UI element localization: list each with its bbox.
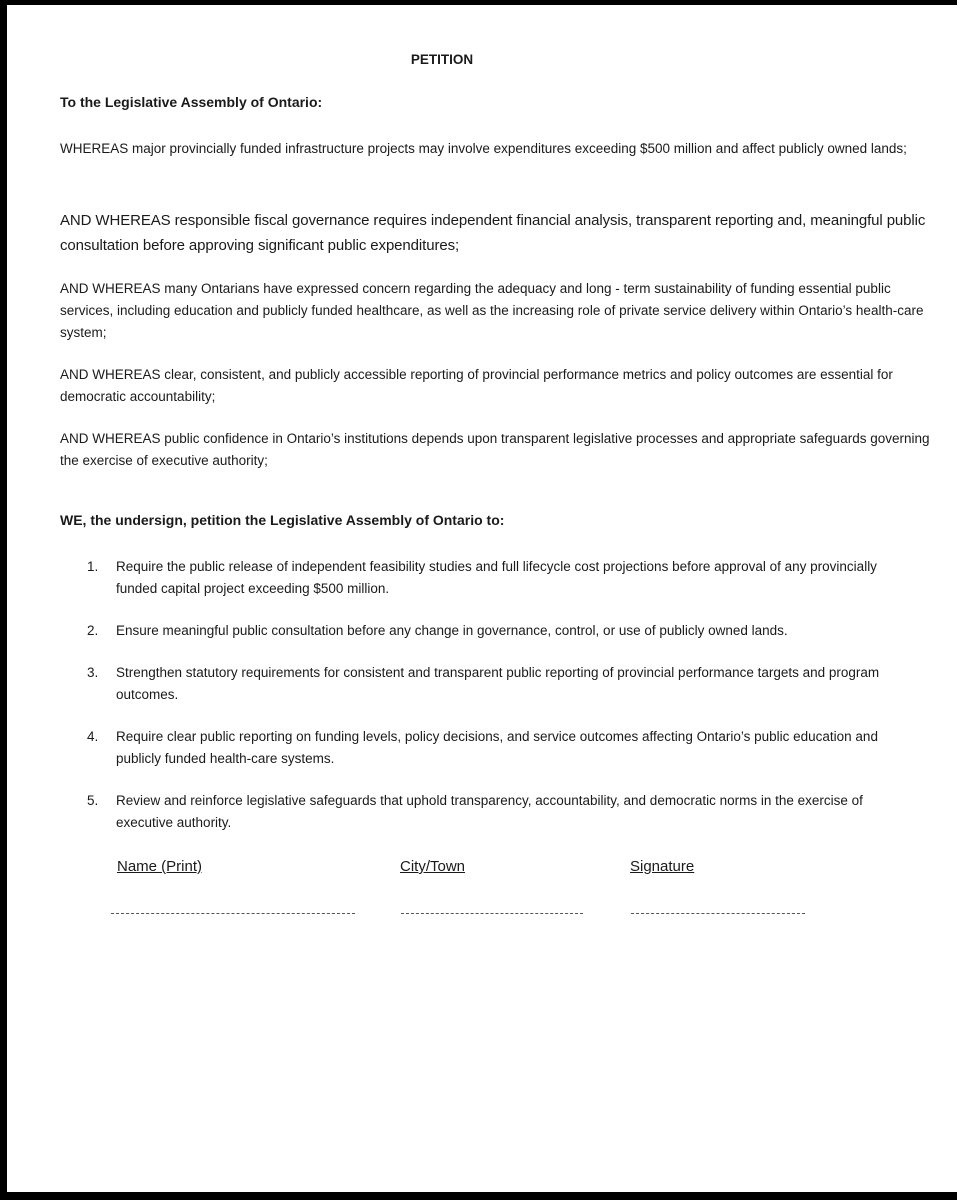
whereas-clause-4: AND WHEREAS clear, consistent, and publicly accessible reporting of provincial performance metrics and policy outcomes are essential for democratic accountability; [60,367,893,404]
request-text: Require clear public reporting on funding levels, policy decisions, and service outcomes affecting Ontario’s public education and publicly funded health-care systems. [116,729,878,766]
request-number: 5. [87,793,99,808]
whereas-clause-5: AND WHEREAS public confidence in Ontario’s institutions depends upon transparent legislative processes and appropriate safeguards governing the exercise of executive authority; [60,431,930,468]
document-title: PETITION [410,52,474,67]
resolution-intro: WE, the undersign, petition the Legislative Assembly of Ontario to: [60,512,505,528]
signature-column-city: City/Town [400,858,466,875]
request-text: Review and reinforce legislative safeguards that uphold transparency, accountability, and democratic norms in the exercise of executive authority. [116,793,863,830]
city-signature-line[interactable] [401,913,583,914]
name-signature-line[interactable] [111,913,355,914]
request-number: 1. [87,559,99,574]
request-item-2 [87,620,917,642]
whereas-clause-1: WHEREAS major provincially funded infrastructure projects may involve expenditures exceeding $500 million and affect publicly owned lands; [60,141,907,156]
request-text: Strengthen statutory requirements for consistent and transparent public reporting of provincial performance targets and program outcomes. [116,665,880,702]
request-item-3 [87,662,917,706]
addressee: To the Legislative Assembly of Ontario: [60,94,323,110]
whereas-clause-2: AND WHEREAS responsible fiscal governance requires independent financial analysis, transparent reporting and, meaningful public consultation before approving significant public expenditures; [60,212,926,254]
request-item-1 [87,556,917,600]
request-text: Ensure meaningful public consultation before any change in governance, control, or use of publicly owned lands. [116,623,788,638]
signature-line[interactable] [631,913,805,914]
signature-column-name: Name (Print) [117,858,203,875]
request-text: Require the public release of independent feasibility studies and full lifecycle cost projections before approval of any provincially funded capital project exceeding $500 million. [116,559,877,596]
request-number: 2. [87,623,99,638]
request-number: 3. [87,665,99,680]
signature-column-signature: Signature [630,858,695,875]
request-number: 4. [87,729,99,744]
whereas-clause-3: AND WHEREAS many Ontarians have expressed concern regarding the adequacy and long - term sustainability of funding essential public services, including education and publicly funded healthcare, as well as the increasing role of private service delivery within Ontario’s health-care system; [60,281,924,340]
request-item-5 [87,790,917,834]
petition-page [7,5,957,1192]
request-item-4 [87,726,917,770]
